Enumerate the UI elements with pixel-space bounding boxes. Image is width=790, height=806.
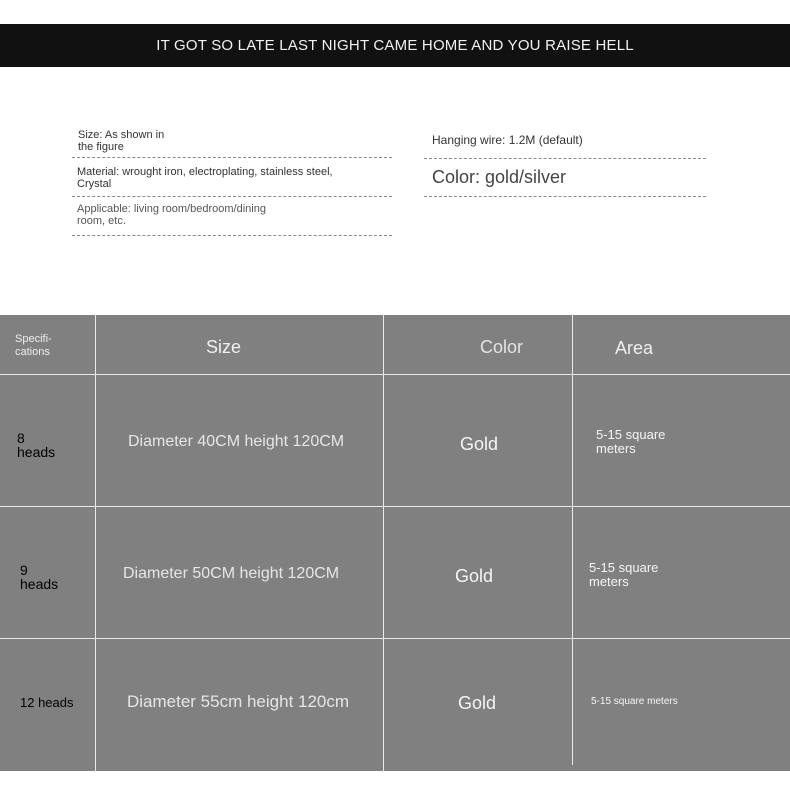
spec-table	[0, 315, 790, 771]
row-heads-line2: heads	[20, 576, 59, 592]
row-heads	[20, 696, 74, 710]
row-size: Diameter 55cm height 120cm	[127, 692, 350, 711]
spec-applicable-line2: room, etc.	[77, 215, 126, 227]
spec-color	[424, 166, 706, 197]
header-specifications	[15, 333, 52, 359]
row-heads-line1: 9	[20, 562, 28, 578]
row-size: Diameter 50CM height 120CM	[123, 565, 340, 582]
grid-line	[572, 315, 573, 765]
spec-size-line1: Size: As shown in	[78, 129, 165, 141]
top-banner	[0, 24, 790, 67]
row-heads	[17, 431, 55, 459]
spec-material	[72, 166, 392, 197]
header-spec-line1: Specifi-	[15, 333, 52, 345]
row-heads-line1: 8	[17, 430, 25, 446]
row-size: Diameter 40CM height 120CM	[128, 433, 345, 450]
header-color: Color	[480, 337, 524, 357]
row-area	[596, 428, 665, 456]
row-color: Gold	[460, 434, 499, 454]
row-area-line2: meters	[596, 441, 636, 456]
row-heads-line1: 12 heads	[20, 695, 74, 710]
spec-hanging-wire	[424, 133, 706, 159]
row-area-line1: 5-15 square	[596, 427, 666, 442]
spec-hanging-wire-text: Hanging wire: 1.2M (default)	[432, 133, 583, 147]
row-area-line1: 5-15 square meters	[591, 696, 678, 707]
spec-size	[72, 129, 392, 158]
header-area: Area	[615, 338, 654, 358]
spec-material-line1: Material: wrought iron, electroplating, stainless steel,	[77, 166, 333, 178]
row-area-line1: 5-15 square	[589, 560, 659, 575]
grid-line	[383, 315, 384, 771]
row-area	[591, 695, 678, 709]
row-area-line2: meters	[589, 574, 629, 589]
spec-material-line2: Crystal	[77, 178, 112, 190]
grid-line	[0, 638, 790, 639]
grid-line	[0, 506, 790, 507]
banner-text: IT GOT SO LATE LAST NIGHT CAME HOME AND YOU RAISE HELL	[156, 37, 634, 54]
spec-size-line2: the figure	[78, 141, 124, 153]
header-size: Size	[206, 337, 242, 357]
grid-line	[0, 374, 790, 375]
row-area	[589, 561, 658, 589]
row-heads	[20, 563, 58, 591]
header-spec-line2: cations	[15, 346, 50, 358]
row-color: Gold	[455, 566, 494, 586]
spec-applicable	[72, 203, 392, 236]
spec-applicable-line1: Applicable: living room/bedroom/dining	[77, 203, 266, 215]
spec-color-text: Color: gold/silver	[432, 167, 567, 187]
grid-line	[95, 315, 96, 771]
row-color: Gold	[458, 693, 497, 713]
row-heads-line2: heads	[17, 444, 56, 460]
